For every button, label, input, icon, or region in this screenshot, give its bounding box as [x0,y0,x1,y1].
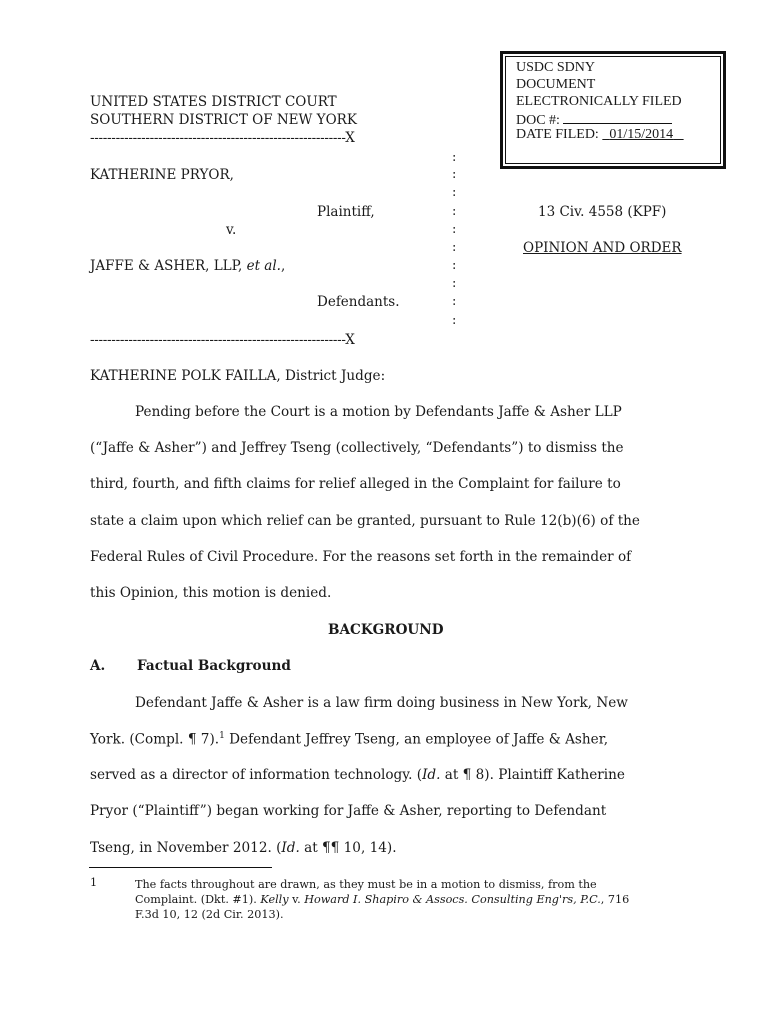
defendant-name [90,258,285,274]
para2-text: served as a director of information technology. ( [90,767,423,783]
para2-line: Defendant Jaffe & Asher is a law firm doing business in New York, New [135,695,628,711]
footnote-case-name: Howard I. Shapiro & Assocs. Consulting Eng'rs, P.C. [304,893,601,906]
para2-text: Defendant Jeffrey Tseng, an employee of Jaffe & Asher, [224,731,609,748]
id-citation: Id. [422,767,441,783]
caption-colon: : [452,313,457,328]
stamp-date-text: 01/15/2014 [609,127,674,142]
stamp-document-line: DOCUMENT [516,77,596,92]
caption-colon: : [452,276,457,291]
section-a-label: A. [90,658,106,674]
footnote-text: Complaint. (Dkt. #1). [135,893,261,906]
stamp-date-value [602,127,683,142]
defendant-etal: et al. [246,258,281,274]
footnote-marker: 1 [90,876,98,889]
stamp-date-filed [516,127,684,143]
intro-line: (“Jaffe & Asher”) and Jeffrey Tseng (collectively, “Defendants”) to dismiss the [90,440,624,456]
court-name-line2: SOUTHERN DISTRICT OF NEW YORK [90,112,357,128]
para2-line [90,731,608,748]
footnote-text: v. [288,893,305,906]
court-name-line1: UNITED STATES DISTRICT COURT [90,94,337,110]
caption-colon: : [452,294,457,309]
stamp-date-label: DATE FILED: [516,127,603,142]
section-a-title: Factual Background [137,658,291,674]
footnote-case-name: Kelly [260,893,289,906]
para2-line [90,840,397,856]
versus: v. [226,222,237,238]
caption-colon: : [452,222,457,237]
para2-line: Pryor (“Plaintiff”) began working for Jaffe & Asher, reporting to Defendant [90,803,607,819]
footnote-text: , 716 [600,893,630,906]
stamp-court-line: USDC SDNY [516,60,595,75]
plaintiff-name: KATHERINE PRYOR, [90,167,234,183]
id-citation: Id. [281,840,300,856]
para2-text: at ¶¶ 10, 14). [299,840,397,856]
footnote-line: F.3d 10, 12 (2d Cir. 2013). [135,908,284,921]
intro-line: Pending before the Court is a motion by Defendants Jaffe & Asher LLP [135,404,622,420]
defendant-name-text: JAFFE & ASHER, LLP, [90,258,247,274]
defendant-comma: , [280,258,286,274]
intro-line: this Opinion, this motion is denied. [90,585,332,601]
background-heading: BACKGROUND [328,622,444,638]
intro-line: state a claim upon which relief can be granted, pursuant to Rule 12(b)(6) of the [90,513,640,529]
caption-colon: : [452,150,457,165]
defendant-role: Defendants. [317,294,400,310]
judge-line: KATHERINE POLK FAILLA, District Judge: [90,368,386,384]
para2-text: at ¶ 8). Plaintiff Katherine [440,767,625,783]
document-title: OPINION AND ORDER [523,240,682,256]
stamp-doc-blank [563,111,672,124]
footnote-line [135,893,629,906]
para2-text: York. (Compl. ¶ 7). [90,731,220,748]
stamp-efiled-line: ELECTRONICALLY FILED [516,94,682,109]
caption-divider-bottom: ------------------------------------------------------------X [90,332,355,348]
intro-line: Federal Rules of Civil Procedure. For the reasons set forth in the remainder of [90,549,632,565]
caption-colon: : [452,204,457,219]
caption-colon: : [452,258,457,273]
footnote-reference: 1 [219,731,225,741]
caption-divider-top: ------------------------------------------------------------X [90,130,355,146]
para2-line [90,767,625,783]
footnote-line: The facts throughout are drawn, as they must be in a motion to dismiss, from the [135,878,597,891]
case-number: 13 Civ. 4558 (KPF) [538,204,667,220]
plaintiff-role: Plaintiff, [317,204,375,220]
caption-colon: : [452,185,457,200]
intro-line: third, fourth, and fifth claims for relief alleged in the Complaint for failure to [90,476,621,492]
caption-colon: : [452,240,457,255]
footnote-separator [89,867,272,868]
caption-colon: : [452,167,457,182]
para2-text: Tseng, in November 2012. ( [90,840,282,856]
stamp-doc-label: DOC #: [516,113,564,128]
